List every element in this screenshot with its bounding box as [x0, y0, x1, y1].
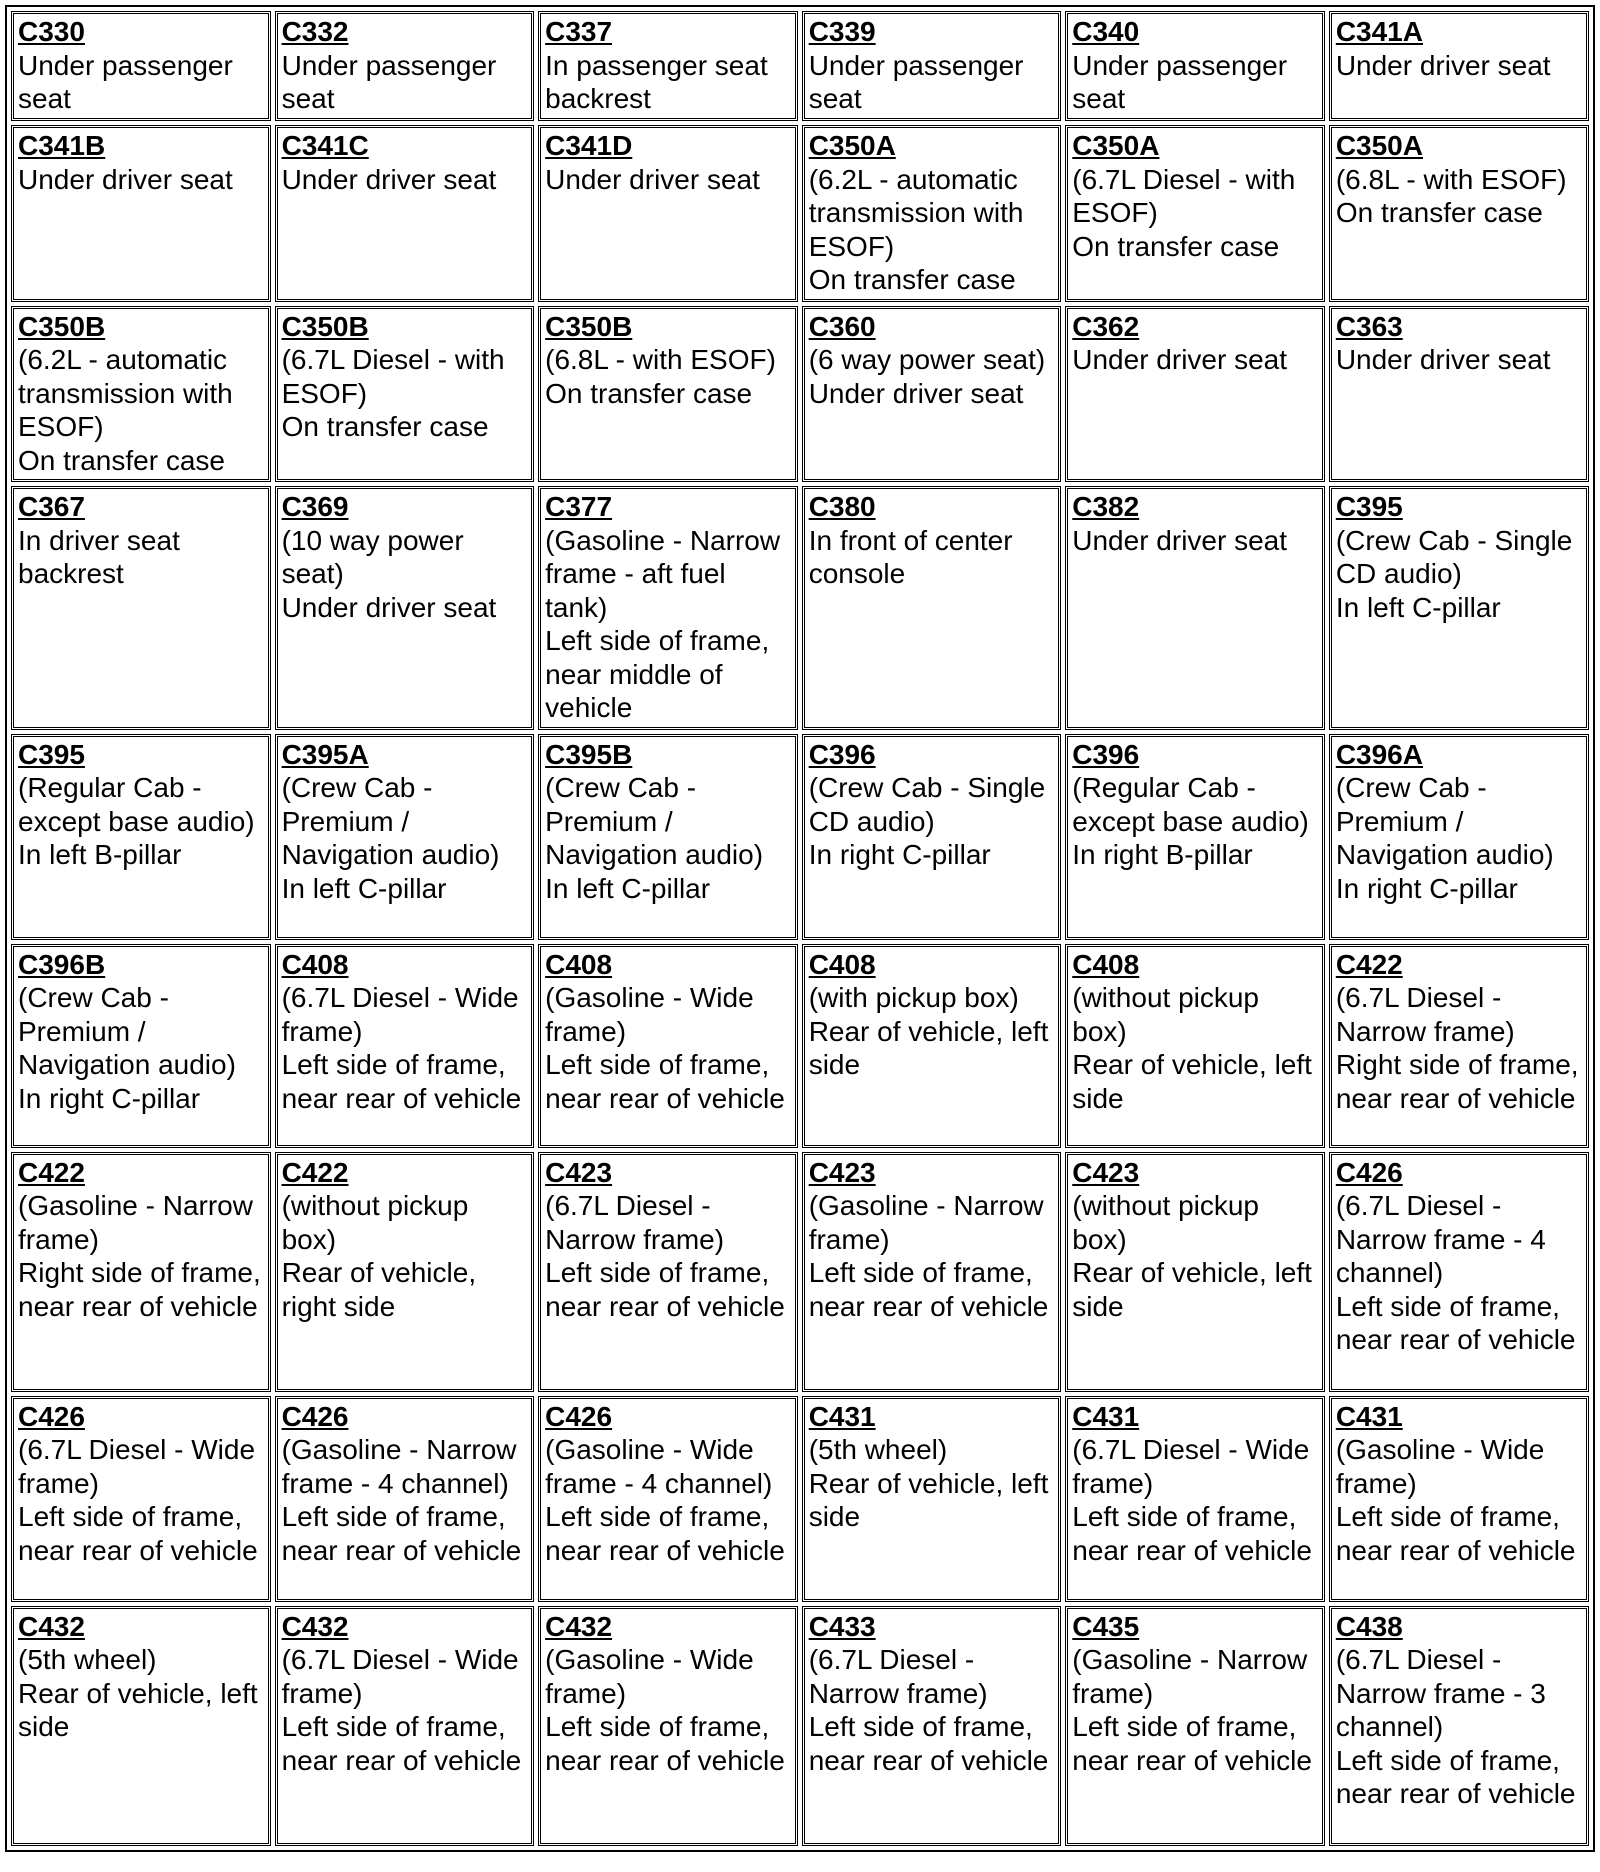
connector-location: Left side of frame, near rear of vehicle	[808, 1257, 1049, 1322]
connector-cell	[538, 486, 798, 730]
connector-code: C395A	[281, 738, 369, 770]
connector-location: Left side of frame, near middle of vehicle	[545, 625, 770, 723]
connector-condition: (Crew Cab - Single CD audio)	[1335, 524, 1573, 589]
connector-cell	[275, 734, 535, 940]
connector-cell	[538, 11, 798, 121]
connector-cell	[11, 125, 271, 302]
connector-code: C395	[1335, 491, 1403, 522]
connector-location: Left side of frame, near rear of vehicle	[545, 1501, 785, 1566]
connector-location: In driver seat backrest	[18, 524, 180, 589]
connector-cell	[11, 1152, 271, 1392]
connector-code: C396	[1072, 738, 1140, 770]
connector-condition: (without pickup box)	[1072, 1190, 1260, 1255]
connector-cell	[802, 486, 1062, 730]
connector-condition: (with pickup box)	[808, 982, 1019, 1013]
connector-cell	[538, 306, 798, 483]
connector-location: Under passenger seat	[1072, 49, 1288, 114]
connector-location: Rear of vehicle, left side	[18, 1677, 258, 1742]
connector-condition: (6.7L Diesel - Wide frame)	[281, 982, 519, 1047]
connector-code: C341C	[281, 130, 369, 161]
connector-cell	[802, 306, 1062, 483]
connector-location: In left C-pillar	[281, 872, 447, 904]
connector-condition: (Regular Cab - except base audio)	[1072, 772, 1309, 837]
table-row	[11, 1152, 1589, 1392]
connector-code: C339	[808, 16, 876, 47]
connector-cell	[1329, 734, 1589, 940]
connector-cell	[1065, 1606, 1325, 1846]
connector-code: C408	[1072, 948, 1140, 980]
connector-cell	[538, 944, 798, 1148]
connector-location: On transfer case	[1072, 230, 1280, 262]
connector-cell	[1329, 125, 1589, 302]
connector-location: On transfer case	[18, 444, 225, 476]
connector-cell	[1065, 734, 1325, 940]
table-row	[11, 1396, 1589, 1602]
connector-condition: (6.7L Diesel - Wide frame)	[281, 1644, 519, 1709]
connector-location: Left side of frame, near rear of vehicle	[1335, 1744, 1576, 1809]
connector-location: Under driver seat	[1335, 344, 1551, 375]
connector-location: Rear of vehicle, left side	[808, 1467, 1049, 1532]
connector-code: C332	[281, 16, 349, 47]
connector-code: C408	[281, 948, 349, 980]
connector-code: C341D	[545, 130, 633, 161]
connector-location: Under driver seat	[808, 377, 1024, 409]
connector-location: In left C-pillar	[545, 872, 711, 904]
connector-cell	[1065, 486, 1325, 730]
connector-condition: (6.7L Diesel - Narrow frame)	[1335, 982, 1515, 1047]
connector-location: In right B-pillar	[1072, 839, 1253, 870]
connector-location: Under passenger seat	[808, 49, 1024, 114]
connector-code: C382	[1072, 491, 1140, 522]
connector-location: Left side of frame, near rear of vehicle	[281, 1501, 522, 1566]
connector-code: C350A	[808, 130, 896, 161]
table-row	[11, 11, 1589, 121]
connector-location: Under driver seat	[545, 163, 760, 195]
connector-code: C396	[808, 738, 876, 770]
connector-cell	[275, 125, 535, 302]
connector-location: Right side of frame, near rear of vehicle	[18, 1257, 261, 1322]
connector-location: Under driver seat	[1072, 344, 1288, 375]
connector-cell	[11, 11, 271, 121]
connector-code: C432	[281, 1610, 349, 1642]
connector-condition: (without pickup box)	[281, 1190, 469, 1255]
connector-cell	[11, 306, 271, 483]
connector-cell	[802, 734, 1062, 940]
connector-location: Rear of vehicle, left side	[1072, 1257, 1312, 1322]
connector-location: On transfer case	[1335, 197, 1543, 228]
connector-location: Left side of frame, near rear of vehicle	[1072, 1501, 1312, 1566]
connector-code: C395B	[545, 738, 633, 770]
connector-condition: (Gasoline - Wide frame)	[545, 982, 754, 1047]
connector-code: C422	[1335, 948, 1403, 980]
connector-location: Under driver seat	[281, 163, 497, 195]
connector-location: Rear of vehicle, right side	[281, 1257, 477, 1322]
connector-condition: (Crew Cab - Premium / Navigation audio)	[281, 772, 500, 870]
connector-condition: (6.7L Diesel - Wide frame)	[18, 1434, 256, 1499]
connector-cell	[1329, 486, 1589, 730]
connector-cell	[802, 1606, 1062, 1846]
connector-condition: (6.2L - automatic transmission with ESOF)	[808, 163, 1024, 262]
connector-condition: (Gasoline - Narrow frame - aft fuel tank)	[545, 524, 781, 623]
connector-location: Under driver seat	[281, 591, 497, 623]
connector-code: C435	[1072, 1610, 1140, 1642]
connector-code: C432	[18, 1610, 85, 1642]
connector-cell	[538, 734, 798, 940]
connector-location: Left side of frame, near rear of vehicle	[545, 1257, 785, 1322]
connector-condition: (6.8L - with ESOF)	[1335, 163, 1567, 195]
connector-cell	[275, 1152, 535, 1392]
connector-code: C433	[808, 1610, 876, 1642]
connector-code: C426	[1335, 1156, 1403, 1188]
table-row	[11, 734, 1589, 940]
connector-location: In right C-pillar	[808, 839, 991, 870]
connector-location: Rear of vehicle, left side	[1072, 1049, 1312, 1114]
connector-code: C422	[18, 1156, 85, 1188]
connector-code: C438	[1335, 1610, 1403, 1642]
connector-code: C340	[1072, 16, 1140, 47]
table-row	[11, 944, 1589, 1148]
connector-code: C431	[1072, 1400, 1140, 1432]
connector-cell	[275, 944, 535, 1148]
connector-code: C422	[281, 1156, 349, 1188]
connector-location: Rear of vehicle, left side	[808, 1015, 1049, 1080]
connector-location: On transfer case	[808, 264, 1016, 295]
connector-code: C431	[1335, 1400, 1403, 1432]
connector-location: Left side of frame, near rear of vehicle	[545, 1711, 785, 1776]
connector-location: On transfer case	[545, 377, 753, 409]
connector-location: Left side of frame, near rear of vehicle	[1335, 1501, 1576, 1566]
connector-code: C380	[808, 491, 876, 522]
connector-cell	[1329, 944, 1589, 1148]
connector-condition: (6.2L - automatic transmission with ESOF)	[18, 344, 233, 442]
connector-code: C432	[545, 1610, 613, 1642]
connector-code: C369	[281, 491, 349, 522]
connector-location: In left B-pillar	[18, 839, 182, 870]
connector-code: C431	[808, 1400, 876, 1432]
connector-cell	[11, 1606, 271, 1846]
connector-condition: (Gasoline - Narrow frame - 4 channel)	[281, 1434, 517, 1499]
connector-location: On transfer case	[281, 411, 489, 442]
connector-code: C377	[545, 491, 613, 522]
connector-condition: (6 way power seat)	[808, 344, 1046, 375]
connector-location: Left side of frame, near rear of vehicle	[281, 1711, 522, 1776]
connector-cell	[1065, 306, 1325, 483]
connector-cell	[1065, 125, 1325, 302]
connector-location: Under passenger seat	[18, 49, 233, 114]
connector-location: Under passenger seat	[281, 49, 497, 114]
connector-condition: (without pickup box)	[1072, 982, 1260, 1047]
connector-location: Under driver seat	[18, 163, 233, 195]
connector-location: Under driver seat	[1072, 524, 1288, 556]
connector-cell	[11, 486, 271, 730]
connector-cell	[1329, 1396, 1589, 1602]
connector-code: C350B	[281, 310, 369, 342]
connector-code: C396B	[18, 948, 106, 980]
connector-code: C408	[808, 948, 876, 980]
connector-condition: (Gasoline - Wide frame - 4 channel)	[545, 1434, 773, 1499]
connector-condition: (Gasoline - Narrow frame)	[18, 1190, 253, 1255]
table-row	[11, 486, 1589, 730]
connector-condition: (6.7L Diesel - with ESOF)	[281, 344, 505, 409]
connector-code: C423	[808, 1156, 876, 1188]
connector-condition: (6.8L - with ESOF)	[545, 344, 776, 375]
connector-code: C408	[545, 948, 613, 980]
connector-condition: (Crew Cab - Premium / Navigation audio)	[1335, 772, 1554, 870]
connector-code: C341A	[1335, 16, 1423, 47]
connector-location: Left side of frame, near rear of vehicle	[545, 1049, 785, 1114]
connector-code: C426	[545, 1400, 613, 1432]
connector-code: C395	[18, 738, 85, 770]
connector-condition: (6.7L Diesel - Narrow frame - 4 channel)	[1335, 1190, 1546, 1288]
connector-condition: (6.7L Diesel - with ESOF)	[1072, 163, 1296, 228]
connector-cell	[802, 1396, 1062, 1602]
connector-code: C350B	[18, 310, 106, 342]
connector-location: Left side of frame, near rear of vehicle	[281, 1049, 522, 1114]
connector-code: C350A	[1072, 130, 1160, 161]
connector-cell	[538, 1606, 798, 1846]
connector-code: C423	[545, 1156, 613, 1188]
connector-cell	[11, 734, 271, 940]
connector-condition: (Regular Cab - except base audio)	[18, 772, 255, 837]
connector-cell	[275, 1396, 535, 1602]
connector-cell	[802, 11, 1062, 121]
connector-code: C341B	[18, 130, 106, 161]
connector-code: C350A	[1335, 130, 1423, 161]
connector-code: C362	[1072, 310, 1140, 342]
connector-location: In passenger seat backrest	[545, 49, 768, 114]
connector-condition: (5th wheel)	[18, 1644, 157, 1675]
connector-cell	[1329, 306, 1589, 483]
connector-condition: (Gasoline - Wide frame)	[1335, 1434, 1545, 1499]
connector-cell	[11, 1396, 271, 1602]
connector-cell	[538, 1396, 798, 1602]
connector-condition: (Gasoline - Narrow frame)	[1072, 1644, 1308, 1709]
connector-code: C426	[18, 1400, 85, 1432]
connector-location: Left side of frame, near rear of vehicle	[1335, 1290, 1576, 1355]
connector-location: Under driver seat	[1335, 49, 1551, 81]
connector-cell	[1329, 11, 1589, 121]
connector-condition: (5th wheel)	[808, 1434, 948, 1465]
connector-location: Left side of frame, near rear of vehicle	[808, 1711, 1049, 1776]
connector-location: Left side of frame, near rear of vehicle	[1072, 1711, 1312, 1776]
table-row	[11, 1606, 1589, 1846]
connector-cell	[275, 1606, 535, 1846]
connector-code: C330	[18, 16, 85, 47]
connector-code: C350B	[545, 310, 633, 342]
connector-cell	[275, 11, 535, 121]
connector-code: C396A	[1335, 738, 1423, 770]
table-row	[11, 125, 1589, 302]
connector-condition: (6.7L Diesel - Wide frame)	[1072, 1434, 1310, 1499]
connector-location: In front of center console	[808, 524, 1013, 589]
connector-condition: (6.7L Diesel - Narrow frame)	[808, 1644, 988, 1709]
connector-code: C367	[18, 491, 85, 522]
connector-cell	[1065, 1152, 1325, 1392]
connector-condition: (Gasoline - Wide frame)	[545, 1644, 754, 1709]
connector-cell	[11, 944, 271, 1148]
connector-condition: (6.7L Diesel - Narrow frame)	[545, 1190, 725, 1255]
connector-code: C363	[1335, 310, 1403, 342]
connector-location: In right C-pillar	[18, 1082, 201, 1114]
connector-location-table	[5, 5, 1595, 1852]
connector-condition: (Crew Cab - Premium / Navigation audio)	[18, 982, 236, 1080]
connector-cell	[275, 486, 535, 730]
connector-cell	[275, 306, 535, 483]
connector-code: C423	[1072, 1156, 1140, 1188]
connector-cell	[1329, 1152, 1589, 1392]
connector-cell	[1065, 1396, 1325, 1602]
connector-location: In right C-pillar	[1335, 872, 1518, 904]
connector-condition: (Crew Cab - Premium / Navigation audio)	[545, 772, 764, 870]
connector-condition: (6.7L Diesel - Narrow frame - 3 channel)	[1335, 1644, 1546, 1742]
connector-location: Right side of frame, near rear of vehicle	[1335, 1049, 1579, 1114]
connector-code: C360	[808, 310, 876, 342]
connector-location: In left C-pillar	[1335, 591, 1501, 623]
connector-condition: (Gasoline - Narrow frame)	[808, 1190, 1044, 1255]
connector-condition: (Crew Cab - Single CD audio)	[808, 772, 1046, 837]
connector-location: Left side of frame, near rear of vehicle	[18, 1501, 258, 1566]
connector-cell	[1329, 1606, 1589, 1846]
connector-cell	[802, 1152, 1062, 1392]
connector-cell	[802, 125, 1062, 302]
connector-cell	[802, 944, 1062, 1148]
connector-cell	[538, 1152, 798, 1392]
connector-cell	[1065, 944, 1325, 1148]
connector-code: C426	[281, 1400, 349, 1432]
connector-code: C337	[545, 16, 613, 47]
connector-condition: (10 way power seat)	[281, 524, 464, 589]
table-row	[11, 306, 1589, 483]
connector-cell	[538, 125, 798, 302]
connector-cell	[1065, 11, 1325, 121]
